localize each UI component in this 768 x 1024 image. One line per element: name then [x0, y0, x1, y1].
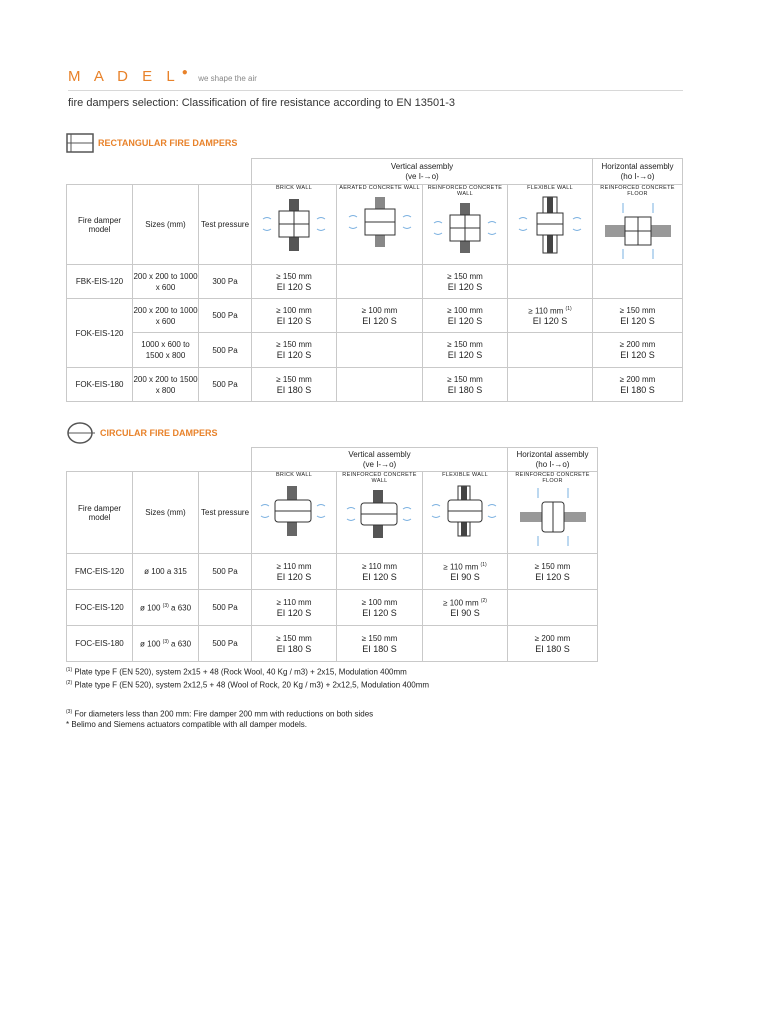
distance: ≥ 110 mm [276, 597, 312, 607]
model-cell: FMC-EIS-120 [67, 554, 133, 590]
sizes-cell [133, 590, 199, 626]
size-text: ø 100 [139, 603, 161, 613]
distance: ≥ 100 mm [361, 305, 398, 315]
rect-section-title: RECTANGULAR FIRE DAMPERS [98, 138, 238, 148]
footnote-mark: (1) [565, 305, 572, 312]
distance: ≥ 200 mm [619, 340, 656, 349]
circ-wall-label: REINFORCED CONCRETE WALL [342, 472, 417, 484]
classification: EI 120 S [276, 571, 312, 582]
aerated-concrete-wall-diagram-icon [345, 193, 415, 251]
circ-section-heading [66, 421, 218, 445]
model-cell: FOC-EIS-120 [67, 590, 133, 626]
pressure-cell: 500 Pa [199, 590, 252, 626]
brick-wall-diagram-icon [259, 193, 329, 257]
reinforced-concrete-wall-diagram-icon [430, 199, 500, 257]
distance: ≥ 100 mm [447, 305, 483, 315]
classification: EI 120 S [276, 281, 312, 292]
pressure-cell: 500 Pa [199, 368, 252, 402]
table-row [67, 333, 683, 368]
brand-tagline: we shape the air [198, 74, 257, 83]
table-row [67, 590, 598, 626]
distance: ≥ 100 mm [443, 598, 479, 608]
value-cell [423, 265, 508, 299]
circ-floor-col [508, 472, 598, 554]
circ-flexible-wall-col [423, 472, 508, 554]
rect-section-heading [66, 132, 237, 154]
classification: EI 120 S [447, 315, 483, 326]
classification: EI 120 S [276, 315, 312, 326]
value-cell [252, 333, 337, 368]
sizes-cell: 200 x 200 to 1500 x 800 [133, 368, 199, 402]
rect-sizes-header-text: Sizes (mm) [145, 220, 186, 229]
circ-vertical-label: Vertical assembly [348, 449, 411, 459]
sizes-cell [133, 626, 199, 662]
footnote-text: Plate type F (EN 520), system 2x12,5 + 48 (Wool of Rock, 20 Kg / m3) + 2x12,5, Modulation 400mm [74, 680, 430, 690]
classification: EI 90 S [450, 572, 480, 583]
rect-vertical-label: Vertical assembly [390, 161, 454, 171]
distance: ≥ 150 mm [276, 271, 312, 281]
footnote-text: * Belimo and Siemens actuators compatible with all damper models. [66, 719, 308, 729]
rect-wall-label: AERATED CONCRETE WALL [339, 185, 420, 191]
circ-test-header [199, 472, 252, 554]
classification: EI 120 S [276, 350, 312, 360]
circ-model-header [67, 472, 133, 554]
value-cell [508, 590, 598, 626]
rect-test-header [199, 185, 252, 265]
value-cell [252, 265, 337, 299]
value-cell [593, 333, 683, 368]
value-cell [337, 626, 423, 662]
footnote [66, 678, 429, 691]
classification: EI 120 S [532, 316, 568, 327]
value-cell [252, 299, 337, 333]
circ-wall-label: FLEXIBLE WALL [442, 472, 488, 478]
rect-flexible-wall-col [508, 185, 593, 265]
reinforced-concrete-floor-diagram-icon [518, 486, 588, 548]
classification: EI 120 S [447, 281, 483, 292]
value-cell [508, 368, 593, 402]
distance: ≥ 150 mm [276, 374, 312, 384]
brick-wall-diagram-icon [259, 480, 329, 542]
circ-table [66, 447, 598, 662]
value-cell [593, 368, 683, 402]
distance: ≥ 110 mm [362, 561, 397, 571]
value-cell [337, 333, 423, 368]
circ-test-header-text: Test pressure [201, 508, 250, 517]
classification: EI 180 S [620, 384, 655, 395]
value-cell [508, 626, 598, 662]
rect-vertical-sub: (ve I-→o) [405, 171, 439, 181]
classification: EI 90 S [450, 608, 480, 619]
rect-wall-label: FLEXIBLE WALL [527, 185, 573, 191]
distance: ≥ 150 mm [447, 340, 483, 349]
header-divider [68, 90, 683, 91]
value-cell [337, 265, 423, 299]
circ-wall-label: REINFORCED CONCRETE FLOOR [515, 472, 590, 484]
circ-horizontal-header [508, 448, 598, 472]
table-row [67, 626, 598, 662]
circ-section-title: CIRCULAR FIRE DAMPERS [100, 428, 218, 438]
distance: ≥ 110 mm [276, 561, 312, 571]
reinforced-concrete-floor-diagram-icon [603, 199, 673, 263]
value-cell [252, 590, 337, 626]
value-cell [252, 368, 337, 402]
distance: ≥ 100 mm [361, 597, 398, 607]
value-cell [337, 554, 423, 590]
rect-test-header-text: Test pressure [201, 220, 250, 229]
classification: EI 120 S [362, 571, 397, 582]
rect-wall-label: REINFORCED CONCRETE WALL [427, 185, 503, 197]
value-cell [423, 299, 508, 333]
circ-wall-label: BRICK WALL [275, 472, 313, 478]
rect-brick-wall-col [252, 185, 337, 265]
circular-damper-icon [66, 421, 96, 445]
distance: ≥ 150 mm [619, 305, 656, 315]
size-text: ø 100 [139, 639, 161, 649]
size-text: ø 100 a 315 [144, 567, 187, 576]
circ-vertical-sub: (ve I-→o) [362, 459, 397, 469]
size-text: a 630 [171, 603, 192, 613]
table-row [67, 299, 683, 333]
rect-reinforced-wall-col [423, 185, 508, 265]
classification: EI 120 S [362, 315, 397, 326]
distance: ≥ 150 mm [447, 374, 483, 384]
sizes-cell: 200 x 200 to 1000 x 600 [133, 299, 199, 333]
circ-sizes-header-text: Sizes (mm) [145, 508, 186, 517]
rect-model-header-text: Fire damper model [77, 215, 122, 234]
value-cell [593, 265, 683, 299]
footnote-text: Plate type F (EN 520), system 2x15 + 48 (Rock Wool, 40 Kg / m3) + 2x15, Modulation 400mm [74, 667, 407, 677]
distance: ≥ 100 mm [276, 305, 312, 315]
sizes-cell: 200 x 200 to 1000 x 600 [133, 265, 199, 299]
rect-sizes-header [133, 185, 199, 265]
value-cell [508, 265, 593, 299]
value-cell [337, 299, 423, 333]
rect-aerated-wall-col [337, 185, 423, 265]
circ-model-header-text: Fire damper model [77, 503, 122, 522]
rect-vertical-header [252, 159, 593, 185]
value-cell [593, 299, 683, 333]
distance: ≥ 200 mm [534, 633, 571, 643]
sizes-cell [133, 554, 199, 590]
rect-floor-col [593, 185, 683, 265]
classification: EI 120 S [362, 607, 397, 618]
value-cell [423, 554, 508, 590]
size-text: a 630 [171, 639, 192, 649]
distance: ≥ 150 mm [276, 340, 312, 349]
value-cell [508, 554, 598, 590]
model-cell: FOK-EIS-120 [67, 299, 133, 368]
value-cell [423, 590, 508, 626]
classification: EI 180 S [447, 384, 483, 395]
distance: ≥ 110 mm [528, 306, 564, 316]
pressure-cell: 500 Pa [199, 554, 252, 590]
flexible-wall-diagram-icon [515, 193, 585, 257]
value-cell [508, 333, 593, 368]
distance: ≥ 110 mm [443, 562, 479, 572]
page-subtitle: fire dampers selection: Classification of fire resistance according to EN 13501-3 [68, 97, 456, 109]
table-row [67, 554, 598, 590]
rect-table [66, 158, 683, 402]
footnote-mark: (2) [66, 679, 73, 686]
footnote-mark: (2) [480, 597, 487, 604]
distance: ≥ 200 mm [619, 374, 656, 384]
rect-wall-label: REINFORCED CONCRETE FLOOR [600, 185, 675, 197]
classification: EI 120 S [620, 350, 655, 360]
value-cell [508, 299, 593, 333]
circ-vertical-header [252, 448, 508, 472]
distance: ≥ 150 mm [276, 633, 312, 643]
classification: EI 180 S [276, 643, 312, 654]
sizes-cell: 1000 x 600 to 1500 x 800 [133, 333, 199, 368]
circ-reinforced-wall-col [337, 472, 423, 554]
circ-brick-wall-col [252, 472, 337, 554]
value-cell [423, 368, 508, 402]
rect-horizontal-header [593, 159, 683, 185]
footnote [66, 665, 429, 678]
rect-model-header [67, 185, 133, 265]
value-cell [337, 368, 423, 402]
table-row [67, 265, 683, 299]
value-cell [337, 590, 423, 626]
value-cell [252, 626, 337, 662]
model-cell: FBK-EIS-120 [67, 265, 133, 299]
footnote-mark: (3) [162, 639, 169, 646]
footnote [66, 720, 429, 730]
footnote-mark: (1) [66, 667, 73, 673]
footnote-mark: (1) [480, 561, 487, 568]
classification: EI 120 S [276, 607, 312, 618]
classification: EI 120 S [447, 350, 483, 360]
model-cell: FOC-EIS-180 [67, 626, 133, 662]
brand-name: M A D E L [68, 68, 180, 85]
distance: ≥ 150 mm [361, 633, 398, 643]
distance: ≥ 150 mm [447, 271, 483, 281]
footnote-text: For diameters less than 200 mm: Fire damper 200 mm with reductions on both sides [74, 709, 374, 719]
classification: EI 120 S [535, 571, 570, 582]
brand [68, 68, 257, 86]
pressure-cell: 300 Pa [199, 265, 252, 299]
footnote-mark: (3) [162, 603, 169, 610]
footnote [66, 707, 429, 720]
rect-wall-label: BRICK WALL [275, 185, 313, 191]
value-cell [423, 333, 508, 368]
classification: EI 180 S [535, 643, 570, 654]
rectangular-damper-icon [66, 132, 94, 154]
classification: EI 180 S [276, 384, 312, 395]
footnotes [66, 665, 429, 730]
table-row [67, 368, 683, 402]
footnote-mark: (3) [66, 709, 73, 716]
value-cell [252, 554, 337, 590]
circ-horizontal-sub: (ho I-→o) [535, 459, 570, 469]
pressure-cell: 500 Pa [199, 299, 252, 333]
circ-horizontal-label: Horizontal assembly [516, 449, 589, 459]
brand-dot-icon: ● [181, 67, 188, 78]
classification: EI 120 S [620, 315, 655, 326]
reinforced-concrete-wall-diagram-icon [345, 486, 415, 542]
classification: EI 180 S [362, 643, 397, 654]
pressure-cell: 500 Pa [199, 333, 252, 368]
value-cell [423, 626, 508, 662]
distance: ≥ 150 mm [534, 561, 571, 571]
model-cell: FOK-EIS-180 [67, 368, 133, 402]
pressure-cell: 500 Pa [199, 626, 252, 662]
rect-horizontal-sub: (ho I-→o) [620, 171, 655, 181]
flexible-wall-diagram-icon [430, 480, 500, 542]
circ-sizes-header [133, 472, 199, 554]
rect-horizontal-label: Horizontal assembly [601, 161, 674, 171]
